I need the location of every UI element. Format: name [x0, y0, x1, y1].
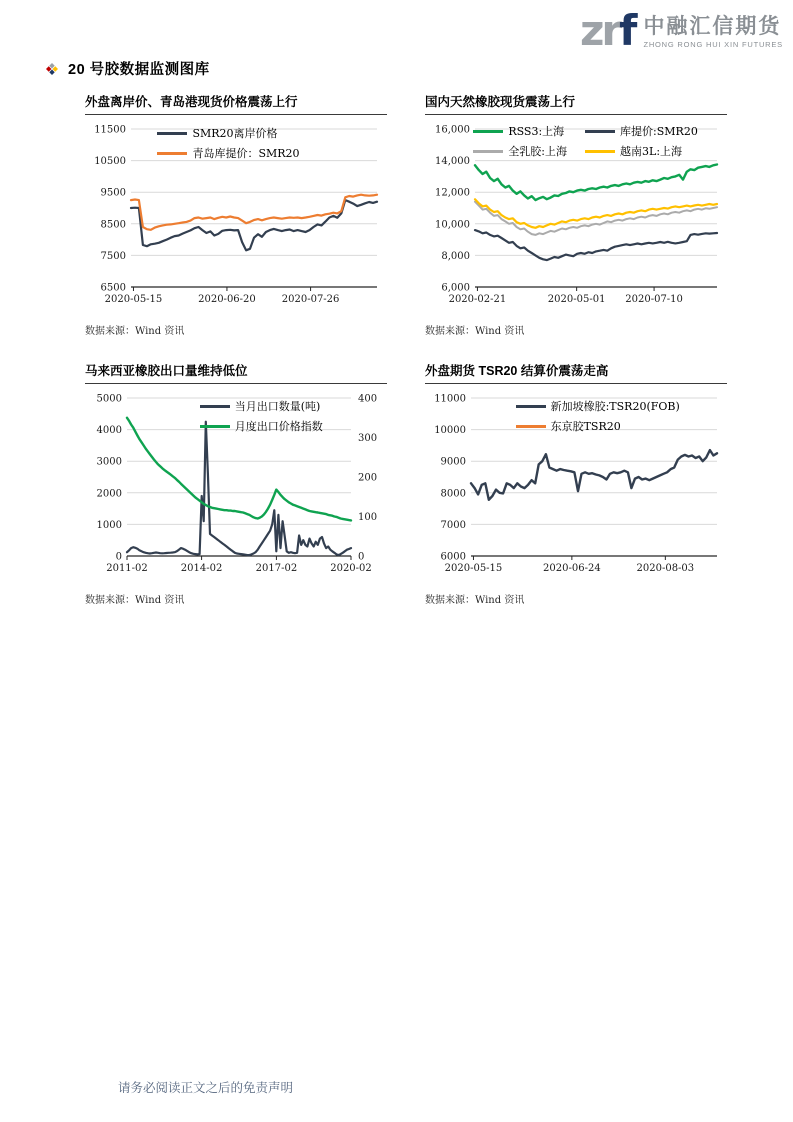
logo-company-name-en: ZHONG RONG HUI XIN FUTURES — [643, 40, 783, 49]
svg-text:2020-05-15: 2020-05-15 — [104, 294, 163, 305]
footer-disclaimer: 请务必阅读正文之后的免责声明 — [118, 1081, 294, 1095]
svg-text:200: 200 — [358, 472, 378, 484]
svg-text:16,000: 16,000 — [435, 124, 470, 136]
svg-text:5000: 5000 — [96, 393, 122, 405]
legend-item — [200, 418, 323, 434]
legend-item — [157, 125, 299, 141]
logo-company-name-cn: 中融汇信期货 — [643, 15, 782, 38]
svg-text:11000: 11000 — [434, 393, 466, 405]
svg-text:9500: 9500 — [100, 187, 126, 199]
svg-text:0: 0 — [358, 551, 365, 563]
svg-text:100: 100 — [358, 512, 378, 523]
wind-source: 数据来源：Wind 资讯 — [85, 595, 185, 606]
legend-label: 当月出口数量(吨) — [234, 400, 321, 413]
chart-legend — [473, 123, 698, 159]
legend-line-swatch — [157, 132, 187, 135]
chart-block-tsr20-futures — [425, 361, 727, 606]
legend-label: 越南3L:上海 — [620, 145, 683, 158]
wind-source: 数据来源：Wind 资讯 — [425, 326, 525, 337]
legend-item — [200, 398, 323, 414]
svg-text:1000: 1000 — [96, 519, 122, 531]
legend-item — [157, 145, 299, 161]
legend-line-swatch — [585, 150, 615, 153]
legend-line-swatch — [473, 150, 503, 153]
svg-text:2011-02: 2011-02 — [106, 563, 148, 574]
logo-zr: zr — [579, 6, 620, 55]
svg-text:3000: 3000 — [96, 456, 122, 468]
chart-legend — [157, 125, 299, 161]
legend-line-swatch — [585, 130, 615, 133]
svg-text:2020-07-26: 2020-07-26 — [281, 294, 340, 305]
legend-line-swatch — [473, 130, 503, 133]
svg-text:12,000: 12,000 — [435, 187, 470, 199]
chart-title: 外盘离岸价、青岛港现货价格震荡上行 — [85, 92, 387, 115]
chart-legend — [516, 398, 680, 434]
chart-legend — [200, 398, 323, 434]
legend-label: RSS3:上海 — [508, 125, 565, 138]
legend-item — [473, 123, 567, 139]
legend-label: SMR20离岸价格 — [192, 127, 278, 140]
svg-text:4000: 4000 — [96, 425, 122, 437]
legend-line-swatch — [200, 405, 230, 408]
svg-text:2020-06-20: 2020-06-20 — [198, 294, 256, 305]
wind-source: 数据来源：Wind 资讯 — [85, 326, 185, 337]
logo-zrf-text — [579, 6, 635, 55]
svg-text:7500: 7500 — [100, 250, 126, 262]
legend-item — [585, 123, 698, 139]
legend-line-swatch — [516, 425, 546, 428]
legend-item — [473, 143, 567, 159]
svg-text:9000: 9000 — [440, 456, 466, 468]
chart-canvas-malaysia-export — [85, 390, 387, 582]
svg-text:300: 300 — [358, 433, 378, 444]
chart-block-malaysia-export — [85, 361, 387, 606]
svg-text:2020-06-24: 2020-06-24 — [543, 563, 601, 574]
svg-text:2020-02-21: 2020-02-21 — [448, 294, 507, 305]
legend-item — [516, 418, 680, 434]
svg-text:2020-07-10: 2020-07-10 — [625, 294, 683, 305]
diamond-bullet-icon — [46, 63, 58, 75]
svg-text:10500: 10500 — [94, 156, 126, 168]
legend-line-swatch — [516, 405, 546, 408]
svg-text:11500: 11500 — [94, 124, 126, 136]
svg-text:8500: 8500 — [100, 219, 126, 231]
section-heading — [46, 58, 210, 79]
svg-text:2014-02: 2014-02 — [180, 563, 223, 574]
chart-canvas-domestic-spot — [425, 121, 727, 313]
chart-title: 马来西亚橡胶出口量维持低位 — [85, 361, 387, 384]
svg-text:6500: 6500 — [100, 282, 126, 294]
svg-text:10000: 10000 — [434, 425, 466, 437]
chart-title: 国内天然橡胶现货震荡上行 — [425, 92, 727, 115]
svg-text:2020-02: 2020-02 — [330, 563, 372, 574]
chart-canvas-offshore-qingdao — [85, 121, 387, 313]
legend-label: 东京胶TSR20 — [550, 420, 621, 433]
legend-item — [585, 143, 698, 159]
svg-text:2017-02: 2017-02 — [255, 563, 298, 574]
svg-text:8000: 8000 — [440, 488, 466, 500]
logo-company-block — [643, 10, 783, 49]
legend-line-swatch — [200, 425, 230, 428]
chart-block-domestic-spot — [425, 92, 727, 337]
svg-text:14,000: 14,000 — [435, 156, 470, 168]
legend-label: 全乳胶:上海 — [508, 145, 568, 158]
chart-block-offshore-qingdao — [85, 92, 387, 337]
svg-text:6000: 6000 — [440, 551, 466, 563]
svg-text:8,000: 8,000 — [441, 250, 470, 262]
svg-text:0: 0 — [115, 551, 122, 563]
logo-f: f — [619, 6, 635, 55]
svg-text:10,000: 10,000 — [435, 219, 470, 231]
svg-text:400: 400 — [358, 393, 378, 405]
section-title: 20 号胶数据监测图库 — [68, 62, 210, 78]
svg-text:2020-05-01: 2020-05-01 — [547, 294, 606, 305]
legend-label: 青岛库提价：SMR20 — [192, 147, 300, 160]
svg-text:6,000: 6,000 — [441, 282, 470, 294]
svg-text:2020-08-03: 2020-08-03 — [636, 563, 695, 574]
svg-text:7000: 7000 — [440, 519, 466, 531]
svg-text:2000: 2000 — [96, 488, 122, 500]
company-logo — [579, 6, 783, 55]
legend-label: 月度出口价格指数 — [234, 420, 323, 433]
charts-grid — [85, 92, 727, 606]
svg-text:2020-05-15: 2020-05-15 — [444, 563, 503, 574]
legend-label: 新加坡橡胶:TSR20(FOB) — [550, 400, 680, 413]
wind-source: 数据来源：Wind 资讯 — [425, 595, 525, 606]
legend-item — [516, 398, 680, 414]
chart-canvas-tsr20-futures — [425, 390, 727, 582]
chart-title: 外盘期货 TSR20 结算价震荡走高 — [425, 361, 727, 384]
legend-label: 库提价:SMR20 — [620, 125, 698, 138]
legend-line-swatch — [157, 152, 187, 155]
